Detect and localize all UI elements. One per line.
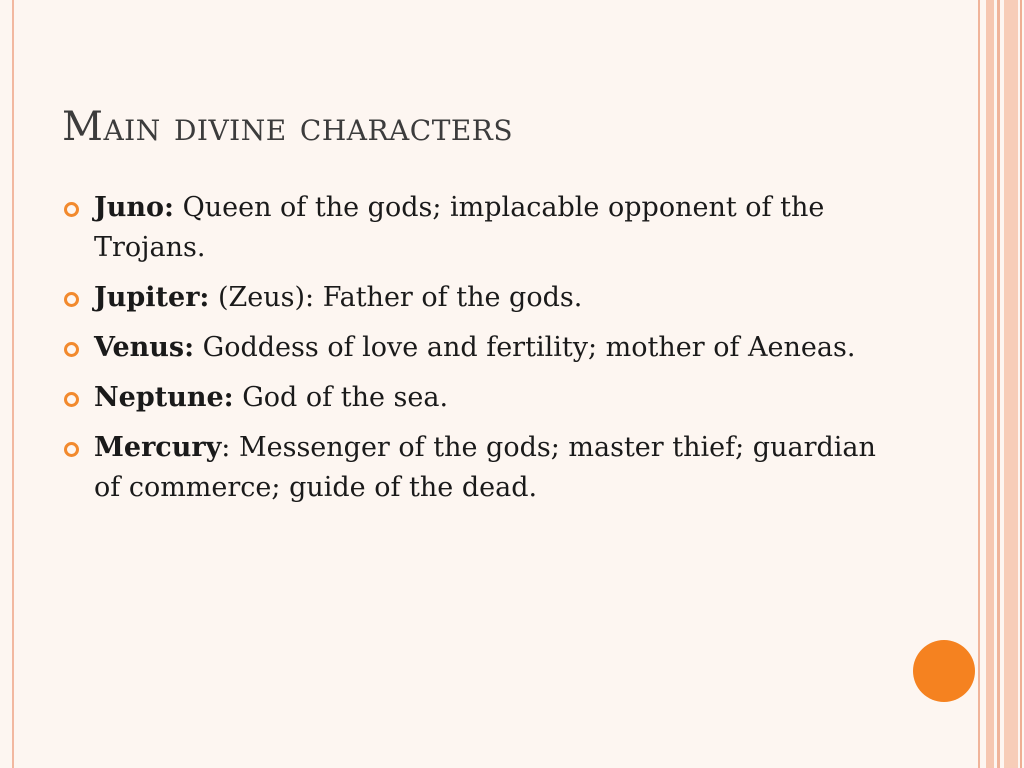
slide-title: Main divine characters — [62, 104, 514, 150]
bullet-term: Juno: — [94, 192, 175, 223]
bullet-item-juno — [62, 188, 882, 268]
left-border-line — [12, 0, 14, 768]
decorative-stripe — [986, 0, 994, 768]
bullet-item-jupiter — [62, 278, 882, 318]
bullet-list — [62, 188, 882, 518]
bullet-text: God of the sea. — [233, 382, 449, 413]
bullet-term: Mercury — [94, 432, 222, 463]
bullet-ring-icon — [64, 292, 79, 307]
bullet-text: Queen of the gods; implacable opponent of the Trojans. — [94, 192, 825, 263]
bullet-item-mercury — [62, 428, 882, 508]
bullet-term: Jupiter: — [94, 282, 210, 313]
decorative-stripe — [1020, 0, 1022, 768]
bullet-ring-icon — [64, 342, 79, 357]
bullet-term: Venus: — [94, 332, 195, 363]
bullet-ring-icon — [64, 202, 79, 217]
bullet-item-venus — [62, 328, 882, 368]
decorative-stripe — [997, 0, 1000, 768]
bullet-text: Goddess of love and fertility; mother of Aeneas. — [194, 332, 856, 363]
bullet-term: Neptune: — [94, 382, 234, 413]
decorative-stripe — [1004, 0, 1018, 768]
decorative-orange-circle — [913, 640, 975, 702]
bullet-ring-icon — [64, 442, 79, 457]
bullet-text: : Messenger of the gods; master thief; guardian of commerce; guide of the dead. — [94, 432, 876, 503]
decorative-stripe — [978, 0, 980, 768]
bullet-ring-icon — [64, 392, 79, 407]
bullet-text: (Zeus): Father of the gods. — [209, 282, 583, 313]
bullet-item-neptune — [62, 378, 882, 418]
